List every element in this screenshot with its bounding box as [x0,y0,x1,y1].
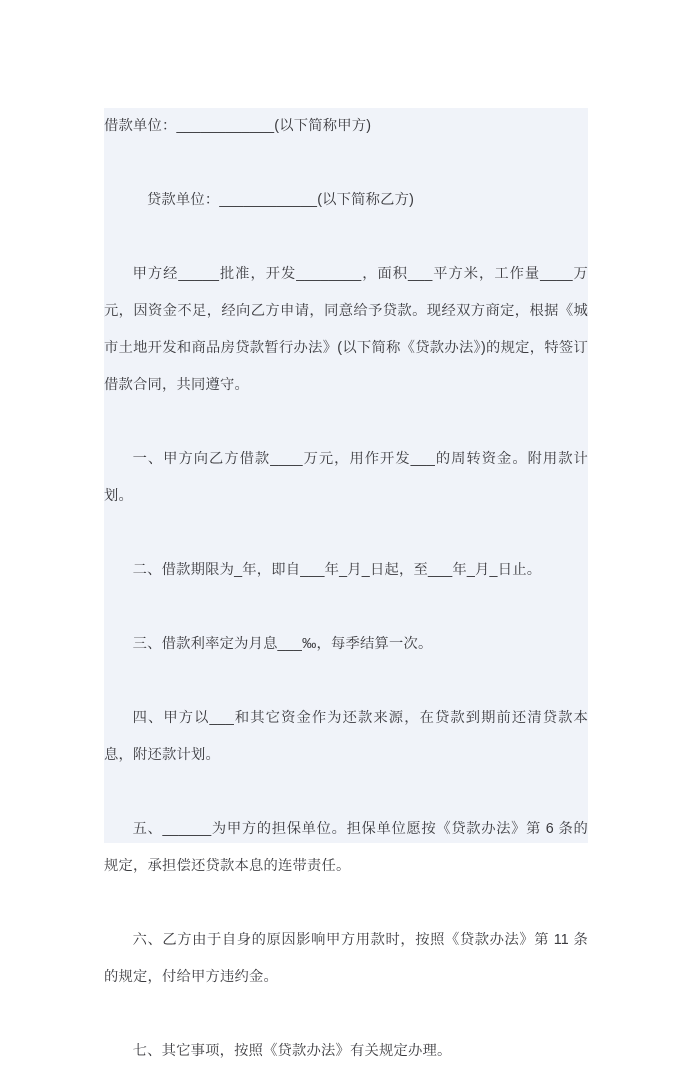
document-content-panel [104,108,588,1059]
clause-item-2: 二、借款期限为_年，即自___年_月_日起，至___年_月_日止。 [132,562,542,578]
clause-item-4: 四、甲方以___和其它资金作为还款来源，在贷款到期前还清贷款本息，附还款计划。 [104,710,588,763]
spacer [104,404,588,441]
spacer [104,515,588,552]
clause-item-7: 七、其它事项，按照《贷款办法》有关规定办理。 [132,1043,452,1059]
spacer [104,145,588,182]
spacer [104,589,588,626]
clause-item-3: 三、借款利率定为月息___‰，每季结算一次。 [132,636,433,652]
spacer [104,663,588,700]
borrower-party-line: 借款单位：____________(以下简称甲方) [104,118,372,134]
clause-item-5: 五、______为甲方的担保单位。担保单位愿按《贷款办法》第 6 条的规定，承担偿还贷款本息的连带责任。 [104,821,588,874]
spacer [104,996,588,1033]
spacer [104,774,588,811]
spacer [104,219,588,256]
spacer [104,885,588,922]
clause-item-1: 一、甲方向乙方借款____万元，用作开发___的周转资金。附用款计划。 [104,451,588,504]
clause-item-6: 六、乙方由于自身的原因影响甲方用款时，按照《贷款办法》第 11 条的规定，付给甲方违约金。 [104,932,588,985]
preamble-paragraph: 甲方经_____批准，开发________，面积___平方米，工作量____万元，因资金不足，经向乙方申请，同意给予贷款。现经双方商定，根据《城市土地开发和商品房贷款暂行办法》(以下简称《贷款办法》)的规定，特签订借款合同，共同遵守。 [104,266,588,393]
lender-party-line: 贷款单位：____________(以下简称乙方) [146,192,415,208]
document-body [104,108,588,1070]
